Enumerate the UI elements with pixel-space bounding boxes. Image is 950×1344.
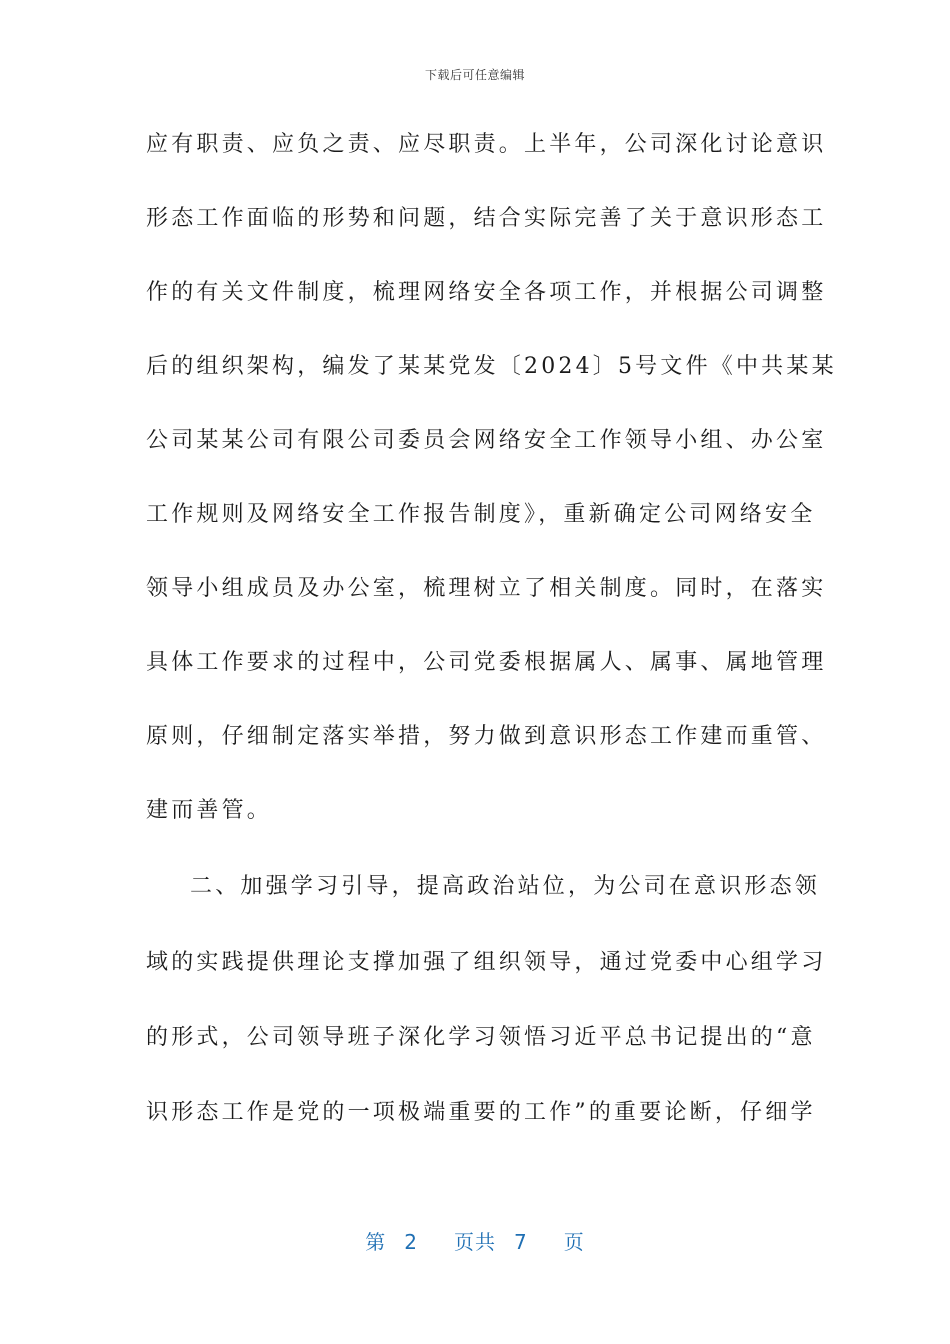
text-line: 后的组织架构，编发了某某党发〔2024〕5号文件《中共某某 [146, 354, 837, 379]
header-note: 下载后可任意编辑 [424, 68, 525, 82]
text-line: 域的实践提供理论支撑加强了组织领导，通过党委中心组学习 [146, 950, 827, 975]
total-pages-number: 7 [514, 1230, 528, 1254]
text-line: 工作规则及网络安全工作报告制度》，重新确定公司网络安全 [146, 502, 816, 527]
text-line: 作的有关文件制度，梳理网络安全各项工作，并根据公司调整 [146, 280, 827, 305]
text-line: 的形式，公司领导班子深化学习领悟习近平总书记提出的“意 [146, 1025, 816, 1050]
text-line: 具体工作要求的过程中，公司党委根据属人、属事、属地管理 [146, 650, 827, 675]
text-line: 公司某某公司有限公司委员会网络安全工作领导小组、办公室 [146, 428, 827, 453]
paragraph-start-line: 二、加强学习引导，提高政治站位，为公司在意识形态领 [190, 874, 821, 899]
text-line: 建而善管。 [146, 798, 273, 823]
text-line: 领导小组成员及办公室，梳理树立了相关制度。同时，在落实 [146, 576, 827, 601]
page-footer [0, 1226, 950, 1255]
text-line: 原则，仔细制定落实举措，努力做到意识形态工作建而重管、 [146, 724, 827, 749]
footer-prefix: 第 [365, 1230, 387, 1254]
footer-middle: 页共 [454, 1230, 496, 1254]
text-line: 形态工作面临的形势和问题，结合实际完善了关于意识形态工 [146, 206, 827, 231]
text-line: 识形态工作是党的一项极端重要的工作”的重要论断，仔细学 [146, 1100, 816, 1125]
current-page-number: 2 [404, 1230, 418, 1254]
text-line: 应有职责、应负之责、应尽职责。上半年，公司深化讨论意识 [146, 132, 827, 157]
footer-suffix: 页 [563, 1230, 585, 1254]
